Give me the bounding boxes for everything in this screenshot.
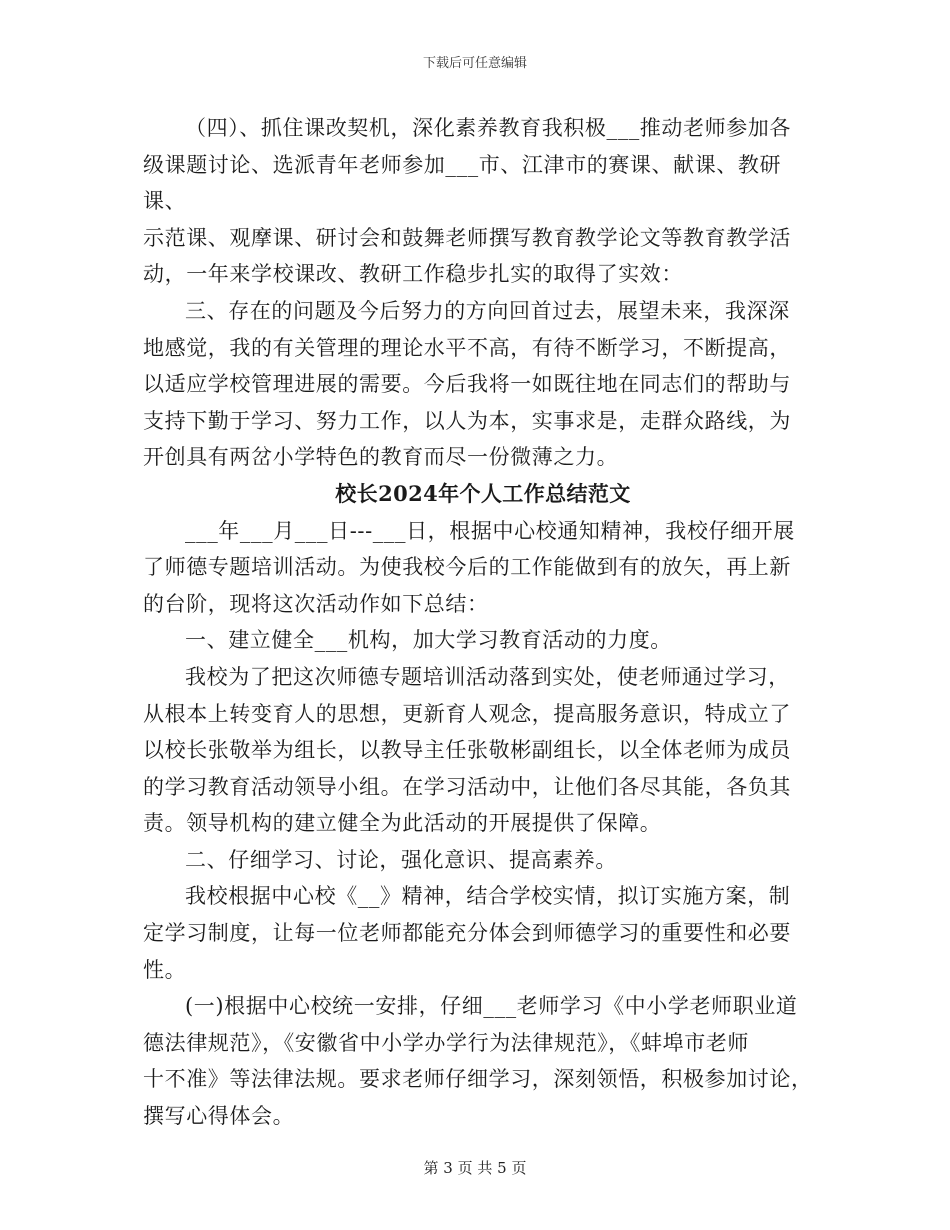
text-line: 了师德专题培训活动。为使我校今后的工作能做到有的放矢，再上新 [143, 555, 791, 580]
text-line: 示范课、观摩课、研讨会和鼓舞老师撰写教育教学论文等教育教学活 [143, 225, 791, 250]
document-body [143, 110, 823, 1135]
text-line: 我校为了把这次师德专题培训活动落到实处，使老师通过学习， [185, 664, 790, 689]
page-footer: 第 3 页 共 5 页 [423, 1159, 527, 1177]
text-line: 三、存在的问题及今后努力的方向回首过去，展望未来，我深深 [185, 298, 790, 323]
text-line: 从根本上转变育人的思想，更新育人观念，提高服务意识，特成立了 [143, 701, 791, 726]
text-line: 十不准》等法律法规。要求老师仔细学习，深刻领悟，积极参加讨论， [143, 1067, 813, 1092]
text-line: 性。 [143, 957, 187, 982]
text-line: 撰写心得体会。 [143, 1104, 295, 1129]
paragraph [143, 842, 823, 879]
page-header: 下载后可任意编辑 [422, 56, 527, 71]
text-line: 级课题讨论、选派青年老师参加___市、江津市的赛课、献课、教研课、 [143, 152, 782, 214]
paragraph [143, 659, 823, 842]
text-line: 以适应学校管理进展的需要。今后我将一如既往地在同志们的帮助与 [143, 372, 791, 397]
text-line: 支持下勤于学习、努力工作，以人为本，实事求是，走群众路线，为 [143, 408, 791, 433]
paragraph [143, 878, 823, 988]
paragraph [143, 988, 823, 1134]
paragraph [143, 622, 823, 659]
text-line: 校长2024年个人工作总结范文 [335, 480, 631, 506]
paragraph [143, 110, 823, 293]
text-line: 的学习教育活动领导小组。在学习活动中，让他们各尽其能，各负其 [143, 774, 791, 799]
text-line: 的台阶，现将这次活动作如下总结： [143, 591, 489, 616]
text-line: 二、仔细学习、讨论，强化意识、提高素养。 [185, 847, 617, 872]
text-line: 地感觉，我的有关管理的理论水平不高，有待不断学习，不断提高， [143, 335, 791, 360]
text-line: 以校长张敬举为组长，以教导主任张敬彬副组长，以全体老师为成员 [143, 738, 791, 763]
text-line: (一)根据中心校统一安排，仔细___老师学习《中小学老师职业道 [185, 994, 798, 1019]
text-line: 我校根据中心校《__》精神，结合学校实情，拟订实施方案，制 [185, 884, 791, 909]
paragraph [143, 293, 823, 476]
paragraph [143, 513, 823, 623]
text-line: 责。领导机构的建立健全为此活动的开展提供了保障。 [143, 811, 662, 836]
text-line: ___年___月___日---___日，根据中心校通知精神，我校仔细开展 [185, 518, 795, 543]
text-line: 德法律规范》，《安徽省中小学办学行为法律规范》，《蚌埠市老师 [143, 1030, 749, 1055]
text-line: 开创具有两岔小学特色的教育而尽一份微薄之力。 [143, 445, 619, 470]
text-line: 定学习制度，让每一位老师都能充分体会到师德学习的重要性和必要 [143, 921, 791, 946]
text-line: 动，一年来学校课改、教研工作稳步扎实的取得了实效： [143, 262, 683, 287]
text-line: （四）、抓住课改契机，深化素养教育我积极___推动老师参加各 [185, 116, 791, 140]
text-line: 一、建立健全___机构，加大学习教育活动的力度。 [185, 628, 672, 653]
section-title [143, 476, 823, 513]
